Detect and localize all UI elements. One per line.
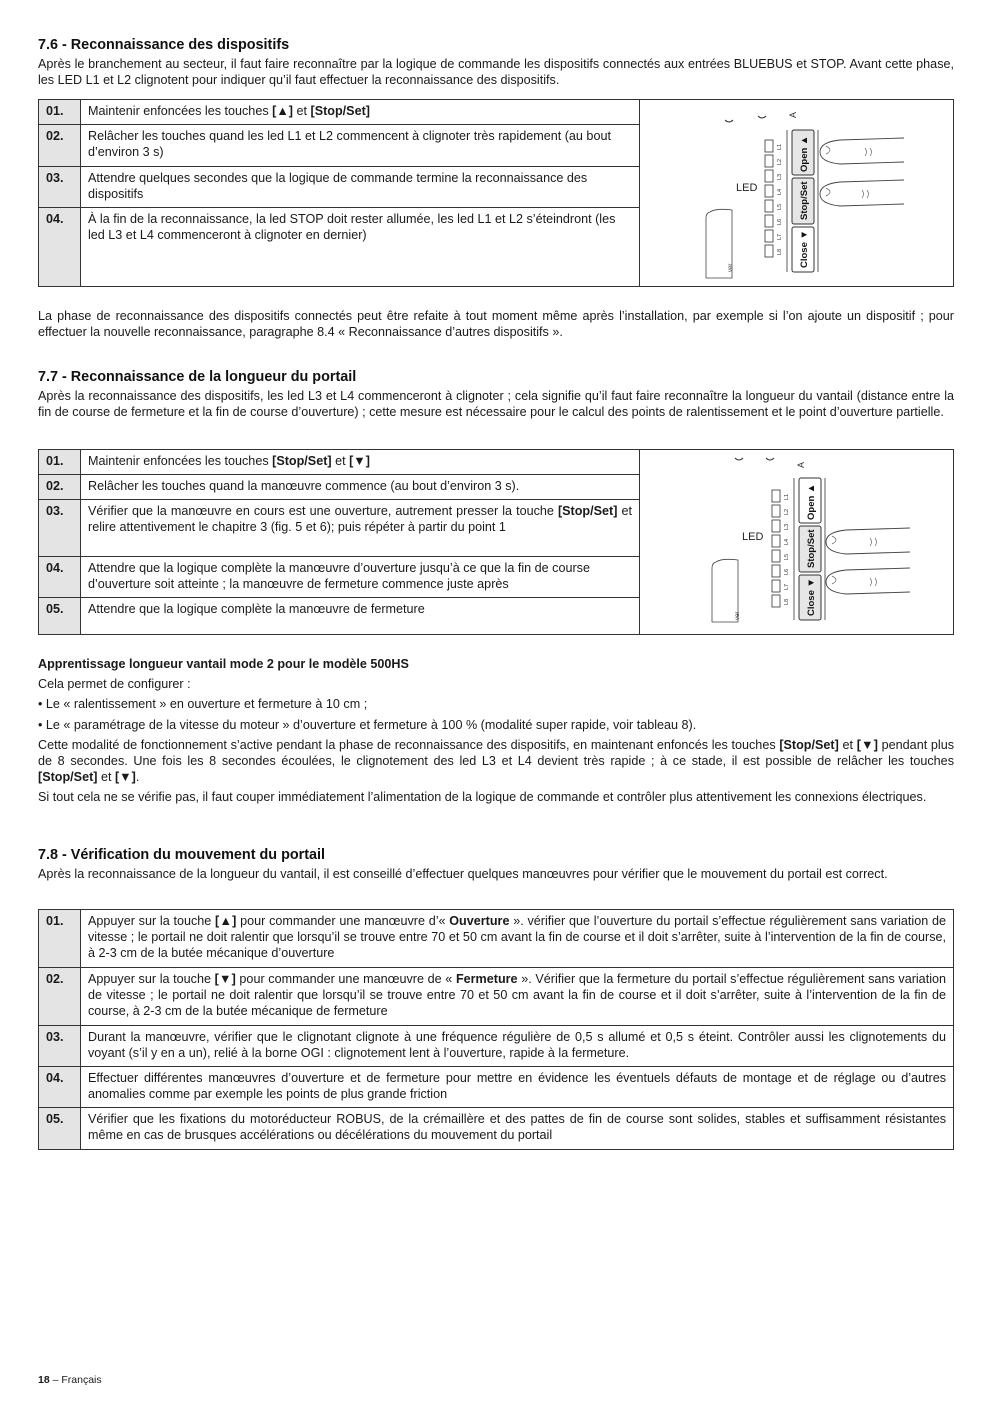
table-row [39,100,954,125]
open-button-label: Open ▲ [806,483,817,520]
svg-text:ver: ver [735,611,741,620]
open-button-label: Open ▲ [799,135,810,172]
svg-text:L2: L2 [777,158,783,165]
paragraph-after-7-6: La phase de reconnaissance des dispositifs connectés peut être refaite à tout moment même après l’installation, par exemple si l’on ajoute un dispositif ; pour effectuer la nouvelle reconnaissance, paragraphe 8.4 « Reconnaissance d’autres dispositifs ». [38,309,954,340]
step-number: 03. [39,1026,81,1067]
svg-text:A: A [788,111,798,118]
steps-table-7-7 [38,449,954,635]
step-text: Maintenir enfoncées les touches [▲] et [Stop/Set] [81,100,640,125]
step-text: À la fin de la reconnaissance, la led STOP doit rester allumée, les led L1 et L2 s’éteindront (les led L3 et L4 commenceront à clignoter en dernier) [81,208,640,287]
svg-text:L1: L1 [784,493,790,500]
section-title-7-8: 7.8 - Vérification du mouvement du portail [38,847,326,863]
step-number: 03. [39,167,81,208]
section-7-6 [38,36,954,88]
steps-table-7-8 [38,909,954,1150]
page-footer: 18 – Français [38,1374,102,1386]
table-row [39,1108,954,1150]
stop-set-button-label: Stop/Set [799,181,810,220]
svg-text:ver: ver [728,263,734,272]
svg-text:L1: L1 [777,143,783,150]
step-number: 03. [39,500,81,557]
footer-language: Français [61,1374,102,1386]
table-row [39,450,954,475]
step-number: 02. [39,125,81,167]
step-text: Durant la manœuvre, vérifier que le clignotant clignote à une fréquence régulière de 0,5 s allumé et 0,5 s éteint. Contrôler aussi les clignotements du voyant (s’il y en a un), relié à la borne OGI : clignotement lent à l’ouverture, rapide à la fermeture. [81,1026,954,1067]
step-text: Relâcher les touches quand la manœuvre commence (au bout d’environ 3 s). [81,475,640,500]
subsection-500hs: Apprentissage longueur vantail mode 2 pour le modèle 500HS Cela permet de configurer : • Le « ralentissement » en ouverture et fermeture à 10 cm ; • Le « paramétrage de la vitesse du moteur » d’ouverture et fermeture à 100 % (modalité super rapide, voir tableau 8). Cette modalité de fonctionnement s’active pendant la phase de reconnaissance des dispositifs, en maintenant enfoncés les touches [Stop/Set] et [▼] pendant plus de 8 secondes. Une fois les 8 secondes écoulées, le clignotement des led L3 et L4 devient très rapide ; à ce stade, il est possible de relâcher les touches [Stop/Set] et [▼]. Si tout cela ne se vérifie pas, il faut couper immédiatement l’alimentation de la logique de commande et contrôler plus attentivement les connexions électriques. [38,657,954,805]
step-text: Appuyer sur la touche [▼] pour commander une manœuvre de « Fermeture ». Vérifier que la fermeture du portail s’effectue régulièrement sans variation de vitesse ; le portail ne doit ralentir que lorsqu’il se trouve entre 70 et 50 cm avant la fin de course et il doit s’arrêter, suite à l’intervention de la fin de course, à 2-3 cm de la butée mécanique de fermeture [81,968,954,1026]
table-row [39,1026,954,1067]
step-number: 01. [39,910,81,968]
step-number: 05. [39,1108,81,1150]
close-button-label: Close ▼ [799,230,810,268]
step-text: Relâcher les touches quand les led L1 et L2 commencent à clignoter très rapidement (au bout d’environ 3 s) [81,125,640,167]
svg-text:L7: L7 [784,583,790,590]
step-number: 01. [39,450,81,475]
steps-table-7-6 [38,99,954,287]
svg-text:L2: L2 [784,508,790,515]
led-buttons-figure [640,450,954,630]
list-item: • Le « ralentissement » en ouverture et fermeture à 10 cm ; [38,697,368,712]
svg-text:L6: L6 [784,568,790,575]
section-intro-7-6: Après le branchement au secteur, il faut faire reconnaître par la logique de commande les dispositifs connectés aux entrées BLUEBUS et STOP. Avant cette phase, les LED L1 et L2 clignotent pour indiquer qu’il faut effectuer la reconnaissance des dispositifs. [38,57,954,88]
step-text: Attendre que la logique complète la manœuvre d’ouverture jusqu’à ce que la fin de course d’ouverture soit atteinte ; la manœuvre de fermeture commence juste après [81,557,640,598]
step-text: Effectuer différentes manœuvres d’ouverture et de fermeture pour mettre en évidence les éventuels défauts de montage et de réglage ou d’autres anomalies comme par exemple les points de plus grande friction [81,1067,954,1108]
led-buttons-figure [640,100,954,282]
table-row [39,1067,954,1108]
step-number: 02. [39,475,81,500]
control-panel-figure [640,450,954,635]
svg-text:L8: L8 [784,598,790,605]
section-7-7 [38,368,954,420]
table-row [39,910,954,968]
step-number: 02. [39,968,81,1026]
svg-text:L8: L8 [777,248,783,255]
step-number: 04. [39,557,81,598]
table-row [39,968,954,1026]
step-text: Attendre quelques secondes que la logique de commande termine la reconnaissance des dispositifs [81,167,640,208]
section-intro-7-8: Après la reconnaissance de la longueur du vantail, il est conseillé d’effectuer quelques manœuvres pour vérifier que le mouvement du portail est correct. [38,867,888,881]
step-text: Attendre que la logique complète la manœuvre de fermeture [81,598,640,635]
section-title-7-7: 7.7 - Reconnaissance de la longueur du portail [38,369,357,385]
led-label: LED [742,531,764,543]
step-text: Appuyer sur la touche [▲] pour commander une manœuvre d’« Ouverture ». vérifier que l’ouverture du portail s’effectue régulièrement sans variation de vitesse ; le portail ne doit ralentir que lorsqu’il se trouve entre 70 et 50 cm avant la fin de course et il doit s’arrêter, suite à l’intervention de la fin de course, à 2-3 cm de la butée mécanique d’ouverture [81,910,954,968]
section-title-7-6: 7.6 - Reconnaissance des dispositifs [38,37,290,53]
svg-text:L5: L5 [777,203,783,210]
close-button-label: Close ▼ [806,578,817,616]
step-number: 01. [39,100,81,125]
step-text: Vérifier que la manœuvre en cours est une ouverture, autrement presser la touche [Stop/Set] et relire attentivement le chapitre 3 (fig. 5 et 6); puis répéter à partir du point 1 [81,500,640,557]
led-label: LED [736,182,758,194]
step-text: Maintenir enfoncées les touches [Stop/Set] et [▼] [81,450,640,475]
svg-text:A: A [796,461,806,468]
control-panel-figure [640,100,954,287]
svg-text:L6: L6 [777,218,783,225]
svg-text:L5: L5 [784,553,790,560]
list-item: • Le « paramétrage de la vitesse du moteur » d’ouverture et fermeture à 100 % (modalité super rapide, voir tableau 8). [38,717,697,732]
step-number: 04. [39,208,81,287]
svg-text:L3: L3 [784,523,790,530]
svg-text:L4: L4 [777,188,783,195]
stop-set-button-label: Stop/Set [806,529,817,568]
svg-text:L3: L3 [777,173,783,180]
step-number: 05. [39,598,81,635]
step-text: Vérifier que les fixations du motoréducteur ROBUS, de la crémaillère et des pattes de fin de course sont solides, stables et suffisamment résistantes même en cas de brusques accélérations ou décélérations du mouvement du portail [81,1108,954,1150]
page-number: 18 [38,1374,50,1386]
svg-text:L7: L7 [777,233,783,240]
svg-text:L4: L4 [784,538,790,545]
step-number: 04. [39,1067,81,1108]
section-intro-7-7: Après la reconnaissance des dispositifs, les led L3 et L4 commenceront à clignoter ; cela signifie qu’il faut faire reconnaître la longueur du vantail (distance entre la fin de course de fermeture et la fin de course d’ouverture) ; cette mesure est nécessaire pour le calcul des points de ralentissement et le point d’ouverture partielle. [38,389,954,420]
subsection-title: Apprentissage longueur vantail mode 2 pour le modèle 500HS [38,657,409,671]
section-7-8 [38,846,954,882]
